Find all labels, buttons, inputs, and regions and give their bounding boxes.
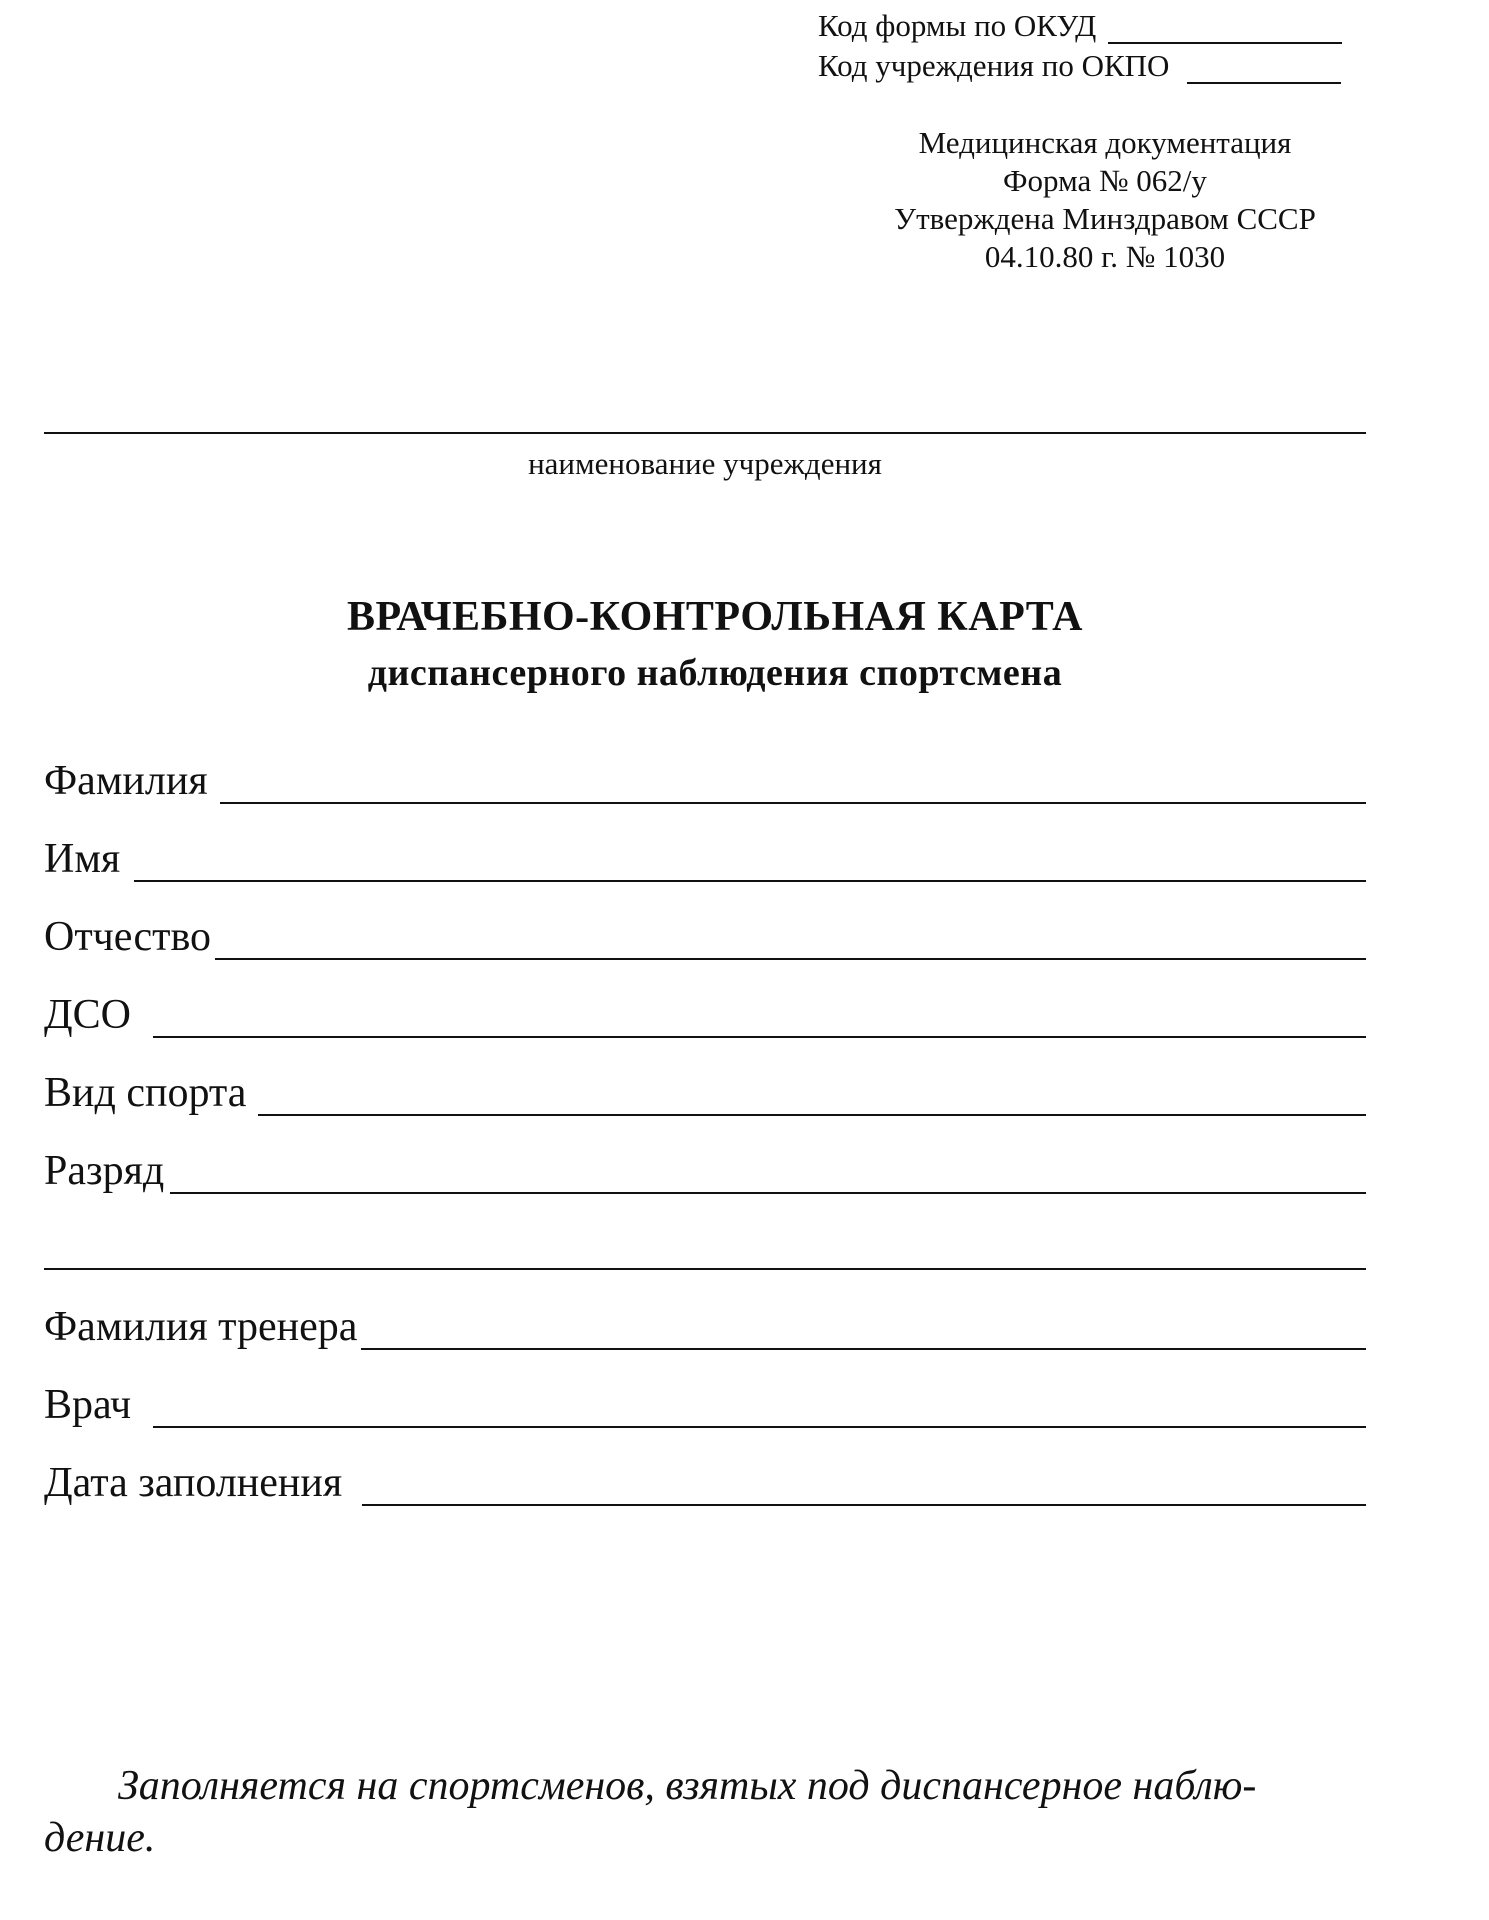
okpo-code-row xyxy=(818,48,1374,84)
approval-line-2: Форма № 062/у xyxy=(1003,163,1207,198)
okpo-label: Код учреждения по ОКПО xyxy=(818,48,1170,83)
approval-line-1: Медицинская документация xyxy=(918,125,1292,160)
field-doctor-label: Врач xyxy=(44,1382,132,1428)
field-sport xyxy=(44,1064,1366,1116)
field-patronymic-input-line[interactable] xyxy=(215,918,1366,960)
field-dso-input-line[interactable] xyxy=(153,996,1366,1038)
approval-block xyxy=(860,124,1350,276)
okpo-input-line[interactable] xyxy=(1187,54,1341,84)
field-sport-label: Вид спорта xyxy=(44,1070,247,1116)
field-date xyxy=(44,1454,1366,1506)
field-doctor-input-line[interactable] xyxy=(153,1386,1366,1428)
field-rank xyxy=(44,1142,1366,1194)
card-title: ВРАЧЕБНО-КОНТРОЛЬНАЯ КАРТА xyxy=(346,594,1084,640)
field-date-label: Дата заполнения xyxy=(44,1460,343,1506)
field-coach-input-line[interactable] xyxy=(361,1308,1366,1350)
okud-code-row xyxy=(818,8,1374,44)
field-patronymic-label: Отчество xyxy=(44,914,212,960)
field-rank-label: Разряд xyxy=(44,1148,165,1194)
field-coach-label: Фамилия тренера xyxy=(44,1304,358,1350)
field-name xyxy=(44,830,1366,882)
field-surname-input-line[interactable] xyxy=(220,762,1366,804)
field-sport-input-line[interactable] xyxy=(258,1074,1366,1116)
field-surname xyxy=(44,752,1366,804)
okud-label: Код формы по ОКУД xyxy=(818,8,1097,43)
field-name-label: Имя xyxy=(44,836,121,882)
approval-line-4: 04.10.80 г. № 1030 xyxy=(984,239,1226,274)
institution-input-line[interactable] xyxy=(44,432,1366,434)
footer-note-line-1: Заполняется на спортсменов, взятых под диспансерное наблю- xyxy=(118,1763,1257,1809)
field-dso-label: ДСО xyxy=(44,992,131,1038)
field-dso xyxy=(44,986,1366,1038)
field-extra-input-line[interactable] xyxy=(44,1268,1366,1270)
footer-note-line-2: дение. xyxy=(44,1815,156,1861)
field-coach xyxy=(44,1298,1366,1350)
field-doctor xyxy=(44,1376,1366,1428)
field-patronymic xyxy=(44,908,1366,960)
institution-caption: наименование учреждения xyxy=(528,446,882,481)
card-subtitle: диспансерного наблюдения спортсмена xyxy=(367,652,1063,694)
field-date-input-line[interactable] xyxy=(362,1464,1366,1506)
okud-input-line[interactable] xyxy=(1108,14,1342,44)
field-rank-input-line[interactable] xyxy=(170,1152,1366,1194)
field-surname-label: Фамилия xyxy=(44,758,208,804)
footer-note xyxy=(44,1760,1424,1864)
approval-line-3: Утверждена Минздравом СССР xyxy=(894,201,1316,236)
field-name-input-line[interactable] xyxy=(134,840,1366,882)
